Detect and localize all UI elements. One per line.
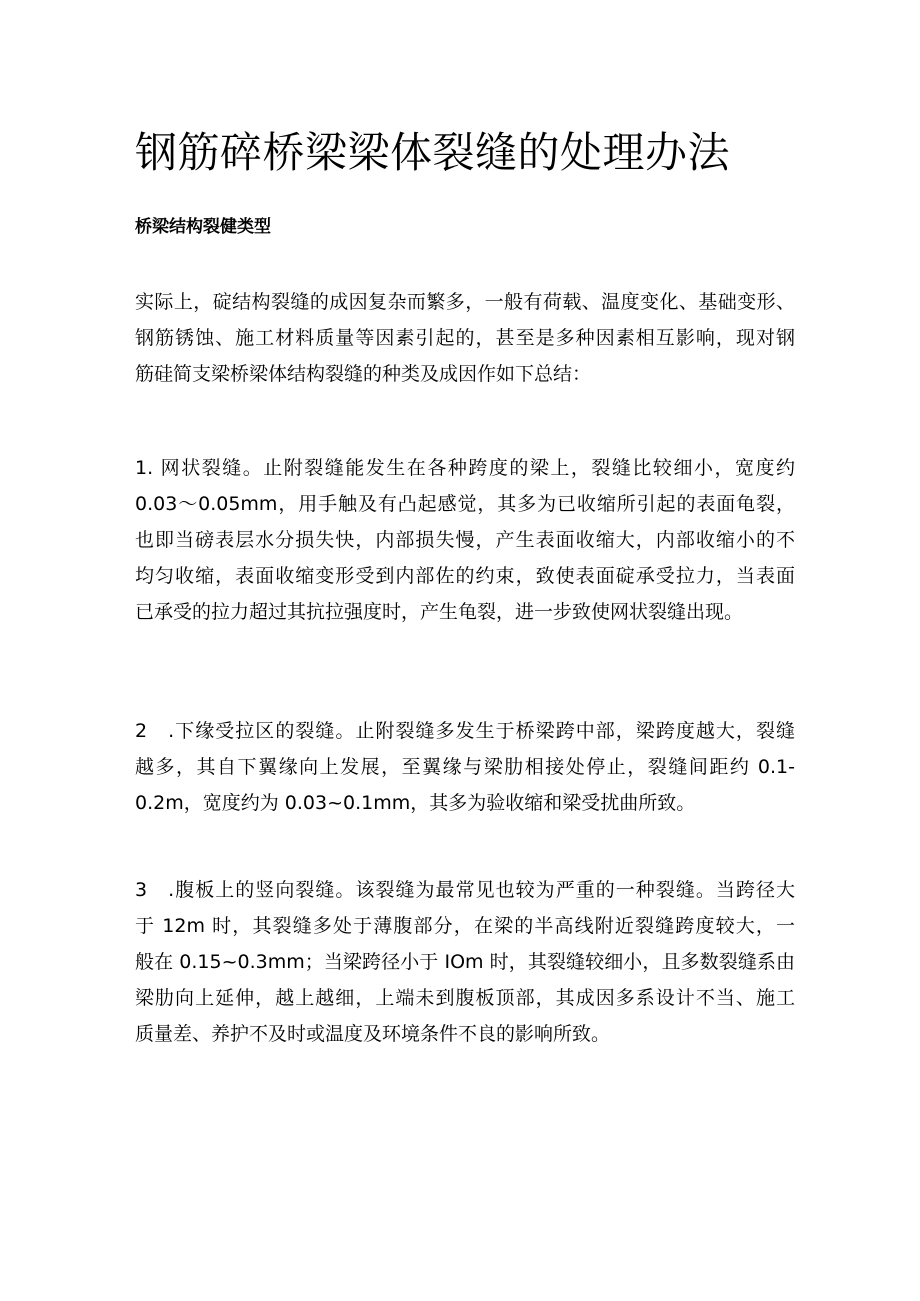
section-heading: 桥梁结构裂健类型 bbox=[135, 217, 271, 237]
paragraph-line: 实际上，碇结构裂缝的成因复杂而繁多，一般有荷载、温度变化、基础变形、 bbox=[135, 291, 795, 313]
paragraph-item-2 bbox=[135, 713, 795, 821]
paragraph-item-3 bbox=[135, 872, 795, 1052]
paragraph-line: 于 12m 时，其裂缝多处于薄腹部分，在梁的半高线附近裂缝跨度较大，一 bbox=[135, 915, 795, 937]
paragraph-line: 已承受的拉力超过其抗拉强度时，产生龟裂，进一步致使网状裂缝出现。 bbox=[135, 601, 744, 623]
paragraph-line: 1. 网状裂缝。止附裂缝能发生在各种跨度的梁上，裂缝比较细小，宽度约 bbox=[135, 457, 795, 479]
paragraph-line: 0.03～0.05mm，用手触及有凸起感觉，其多为已收缩所引起的表面龟裂， bbox=[135, 493, 795, 515]
paragraph-line: 梁肋向上延伸，越上越细，上端未到腹板顶部，其成因多系设计不当、施工 bbox=[135, 987, 795, 1009]
paragraph-line: 3 .腹板上的竖向裂缝。该裂缝为最常见也较为严重的一种裂缝。当跨径大 bbox=[135, 879, 795, 901]
document-title: 钢筋碎桥梁梁体裂缝的处理办法 bbox=[135, 128, 731, 177]
paragraph-line: 均匀收缩，表面收缩变形受到内部佐的约束，致使表面碇承受拉力，当表面 bbox=[135, 565, 795, 587]
paragraph-line: 般在 0.15~0.3mm；当梁跨径小于 IOm 时，其裂缝较细小，且多数裂缝系由 bbox=[135, 951, 795, 973]
paragraph-line: 0.2m，宽度约为 0.03~0.1mm，其多为验收缩和梁受扰曲所致。 bbox=[135, 792, 696, 814]
paragraph-line: 2 .下缘受拉区的裂缝。止附裂缝多发生于桥梁跨中部，梁跨度越大，裂缝 bbox=[135, 720, 795, 742]
paragraph-line: 质量差、养护不及时或温度及环境条件不良的影响所致。 bbox=[135, 1023, 611, 1045]
paragraph-line: 筋硅简支梁桥梁体结构裂缝的种类及成因作如下总结： bbox=[135, 363, 592, 385]
paragraph-intro bbox=[135, 284, 795, 392]
paragraph-item-1 bbox=[135, 450, 795, 630]
paragraph-line: 也即当磅表层水分损失快，内部损失慢，产生表面收缩大，内部收缩小的不 bbox=[135, 529, 795, 551]
paragraph-line: 钢筋锈蚀、施工材料质量等因素引起的，甚至是多种因素相互影响，现对钢 bbox=[135, 327, 795, 349]
paragraph-line: 越多，其自下翼缘向上发展，至翼缘与梁肋相接处停止，裂缝间距约 0.1- bbox=[135, 756, 795, 778]
